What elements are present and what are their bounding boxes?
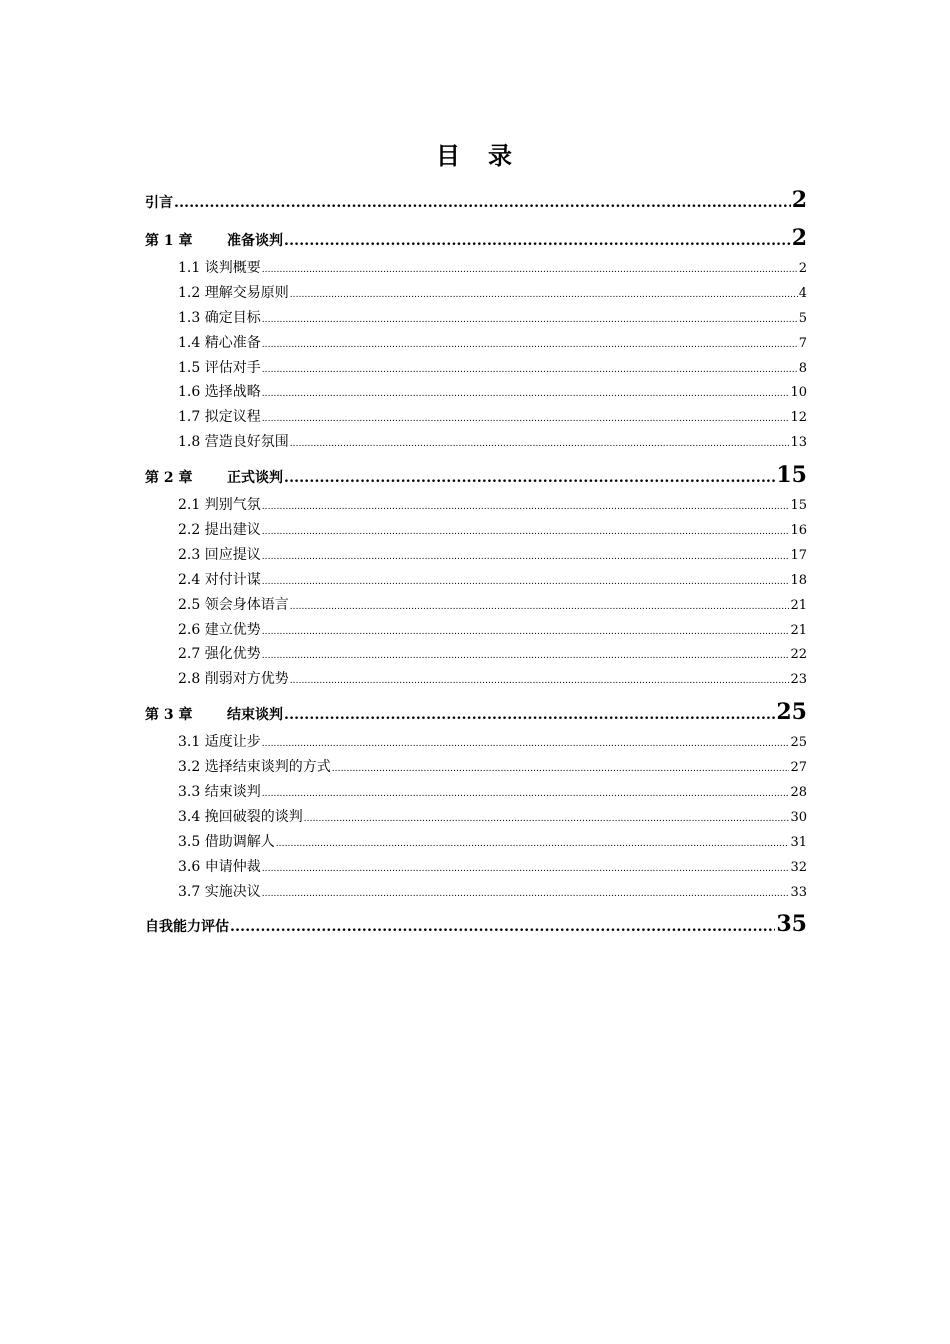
toc-page-number: 25 — [790, 735, 807, 751]
toc-entry-label — [178, 306, 261, 331]
toc-dot-leader — [262, 782, 790, 807]
toc-page-number: 25 — [776, 699, 807, 726]
toc-entry-title: 2.4 对付计谋 — [178, 571, 261, 588]
toc-section-entry[interactable] — [145, 880, 807, 905]
toc-page-number: 15 — [790, 498, 807, 514]
toc-entry-title: 正式谈判 — [227, 470, 283, 487]
toc-page-number: 21 — [790, 597, 807, 613]
toc-dot-leader — [290, 669, 790, 694]
toc-dot-leader — [262, 620, 790, 645]
toc-dot-leader — [262, 358, 798, 383]
toc-page-number: 7 — [798, 335, 807, 351]
toc-section-entry[interactable] — [145, 593, 807, 618]
toc-page-number: 12 — [790, 410, 807, 426]
toc-dot-leader — [290, 283, 798, 308]
toc-page-number: 2 — [791, 187, 807, 213]
toc-entry-title: 2.2 提出建议 — [178, 522, 261, 539]
toc-entry-title: 1.5 评估对手 — [178, 359, 261, 376]
toc-chapter-number: 第 1 章 — [145, 233, 193, 249]
toc-page-number: 2 — [798, 261, 807, 276]
toc-page-number: 10 — [790, 385, 807, 401]
toc-entry-label — [178, 331, 261, 356]
toc-entry-label — [178, 356, 261, 381]
toc-dot-leader — [284, 695, 775, 735]
toc-entry-title: 2.3 回应提议 — [178, 546, 261, 563]
toc-dot-leader — [284, 458, 775, 498]
toc-entry-label — [145, 183, 173, 223]
toc-dot-leader — [262, 495, 790, 520]
toc-section-entry[interactable] — [145, 356, 807, 381]
toc-entry-label — [145, 458, 283, 498]
toc-entry-title: 2.5 领会身体语言 — [178, 596, 289, 613]
toc-entry-label — [178, 543, 261, 568]
toc-dot-leader — [290, 432, 790, 457]
toc-title: 目 录 — [436, 141, 514, 170]
toc-dot-leader — [262, 857, 790, 882]
toc-entry-title: 3.3 结束谈判 — [178, 784, 261, 801]
toc-entry-label — [178, 780, 261, 805]
toc-page-number: 16 — [790, 523, 807, 539]
toc-entry-label — [178, 493, 261, 518]
toc-page-number: 13 — [790, 435, 807, 451]
toc-dot-leader — [262, 545, 790, 570]
toc-section-entry[interactable] — [145, 730, 807, 755]
toc-chapter-number: 第 3 章 — [145, 707, 193, 724]
toc-section-entry[interactable] — [145, 493, 807, 518]
toc-section-entry[interactable] — [145, 518, 807, 543]
toc-entry-label — [178, 830, 275, 855]
toc-dot-leader — [174, 183, 791, 223]
toc-entry-title: 3.5 借助调解人 — [178, 833, 275, 850]
toc-dot-leader — [304, 807, 790, 832]
toc-entry-label — [178, 755, 331, 780]
toc-dot-leader — [262, 407, 790, 432]
toc-page-number: 18 — [790, 572, 807, 588]
toc-section-entry[interactable] — [145, 755, 807, 780]
toc-page-number: 4 — [798, 285, 807, 301]
toc-entry-label — [178, 880, 261, 905]
toc-chapter-entry[interactable] — [145, 218, 807, 256]
toc-dot-leader — [262, 644, 790, 669]
toc-section-entry[interactable] — [145, 780, 807, 805]
toc-entry-label — [178, 518, 261, 543]
toc-entry-title: 结束谈判 — [227, 707, 283, 724]
toc-entry-title: 1.4 精心准备 — [178, 334, 261, 351]
toc-chapter-entry[interactable] — [145, 455, 807, 493]
toc-page-number: 5 — [798, 310, 807, 326]
toc-section-entry[interactable] — [145, 830, 807, 855]
toc-entry-title: 3.4 挽回破裂的谈判 — [178, 808, 303, 825]
toc-entry-title: 自我能力评估 — [145, 919, 229, 936]
toc-entry-title: 准备谈判 — [227, 233, 283, 249]
toc-list — [145, 180, 807, 942]
toc-dot-leader — [262, 258, 798, 283]
toc-section-entry[interactable] — [145, 281, 807, 306]
toc-page-number: 8 — [798, 360, 807, 376]
toc-dot-leader — [262, 382, 790, 407]
toc-page-number: 33 — [790, 884, 807, 900]
toc-section-entry[interactable] — [145, 805, 807, 830]
toc-page-number: 22 — [790, 647, 807, 663]
toc-page-number: 35 — [776, 911, 807, 938]
toc-entry-label — [145, 907, 229, 947]
toc-entry-title: 1.3 确定目标 — [178, 309, 261, 326]
toc-dot-leader — [290, 595, 790, 620]
toc-dot-leader — [276, 832, 790, 857]
toc-entry-title: 3.6 申请仲裁 — [178, 858, 261, 875]
toc-dot-leader — [332, 757, 790, 782]
toc-entry-title: 1.6 选择战略 — [178, 384, 261, 401]
toc-entry-title: 3.2 选择结束谈判的方式 — [178, 759, 331, 776]
toc-section-entry[interactable] — [145, 642, 807, 667]
toc-entry-label — [178, 618, 261, 643]
toc-entry-title: 1.8 营造良好氛围 — [178, 434, 289, 451]
toc-entry-label — [178, 855, 261, 880]
toc-entry-title: 1.7 拟定议程 — [178, 409, 261, 426]
toc-entry-title: 2.1 判别气氛 — [178, 497, 261, 514]
toc-page-number: 32 — [790, 859, 807, 875]
toc-entry-label — [178, 805, 303, 830]
toc-section-entry[interactable] — [145, 380, 807, 405]
toc-page-number: 2 — [791, 225, 807, 251]
toc-dot-leader — [262, 732, 790, 757]
toc-page-number: 28 — [790, 785, 807, 801]
toc-page-number: 23 — [790, 672, 807, 688]
toc-section-entry[interactable] — [145, 667, 807, 692]
toc-entry-title: 2.8 削弱对方优势 — [178, 671, 289, 688]
toc-section-entry[interactable] — [145, 543, 807, 568]
toc-entry-label — [178, 256, 261, 281]
toc-dot-leader — [262, 570, 790, 595]
toc-section-entry[interactable] — [145, 306, 807, 331]
toc-page-number: 17 — [790, 547, 807, 563]
toc-entry-title: 3.1 适度让步 — [178, 734, 261, 751]
toc-entry-title: 1.2 理解交易原则 — [178, 284, 289, 301]
toc-section-entry[interactable] — [145, 618, 807, 643]
toc-section-entry[interactable] — [145, 256, 807, 281]
toc-section-entry[interactable] — [145, 568, 807, 593]
toc-entry-title: 1.1 谈判概要 — [178, 260, 261, 276]
toc-section-entry[interactable] — [145, 331, 807, 356]
toc-entry-title: 2.7 强化优势 — [178, 646, 261, 663]
toc-section-entry[interactable] — [145, 855, 807, 880]
toc-entry-label — [178, 430, 289, 455]
toc-entry-label — [145, 695, 283, 735]
toc-entry-title: 引言 — [145, 195, 173, 211]
toc-page-number: 30 — [790, 809, 807, 825]
toc-entry-title: 2.6 建立优势 — [178, 621, 261, 638]
toc-dot-leader — [284, 221, 791, 261]
toc-entry-label — [145, 221, 283, 261]
toc-page-number: 15 — [776, 462, 807, 489]
toc-entry-title: 3.7 实施决议 — [178, 883, 261, 900]
toc-entry-label — [178, 281, 289, 306]
toc-page-number: 31 — [790, 834, 807, 850]
toc-dot-leader — [262, 333, 798, 358]
toc-entry-label — [178, 667, 289, 692]
toc-dot-leader — [262, 882, 790, 907]
toc-dot-leader — [230, 907, 775, 947]
toc-chapter-entry[interactable] — [145, 180, 807, 218]
toc-dot-leader — [262, 308, 798, 333]
toc-entry-label — [178, 380, 261, 405]
toc-entry-label — [178, 730, 261, 755]
toc-entry-label — [178, 593, 289, 618]
toc-entry-label — [178, 642, 261, 667]
toc-entry-label — [178, 405, 261, 430]
toc-chapter-number: 第 2 章 — [145, 470, 193, 487]
toc-page-number: 21 — [790, 622, 807, 638]
toc-section-entry[interactable] — [145, 430, 807, 455]
toc-entry-label — [178, 568, 261, 593]
toc-page-number: 27 — [790, 760, 807, 776]
toc-section-entry[interactable] — [145, 405, 807, 430]
toc-chapter-entry[interactable] — [145, 904, 807, 942]
toc-dot-leader — [262, 520, 790, 545]
toc-chapter-entry[interactable] — [145, 692, 807, 730]
